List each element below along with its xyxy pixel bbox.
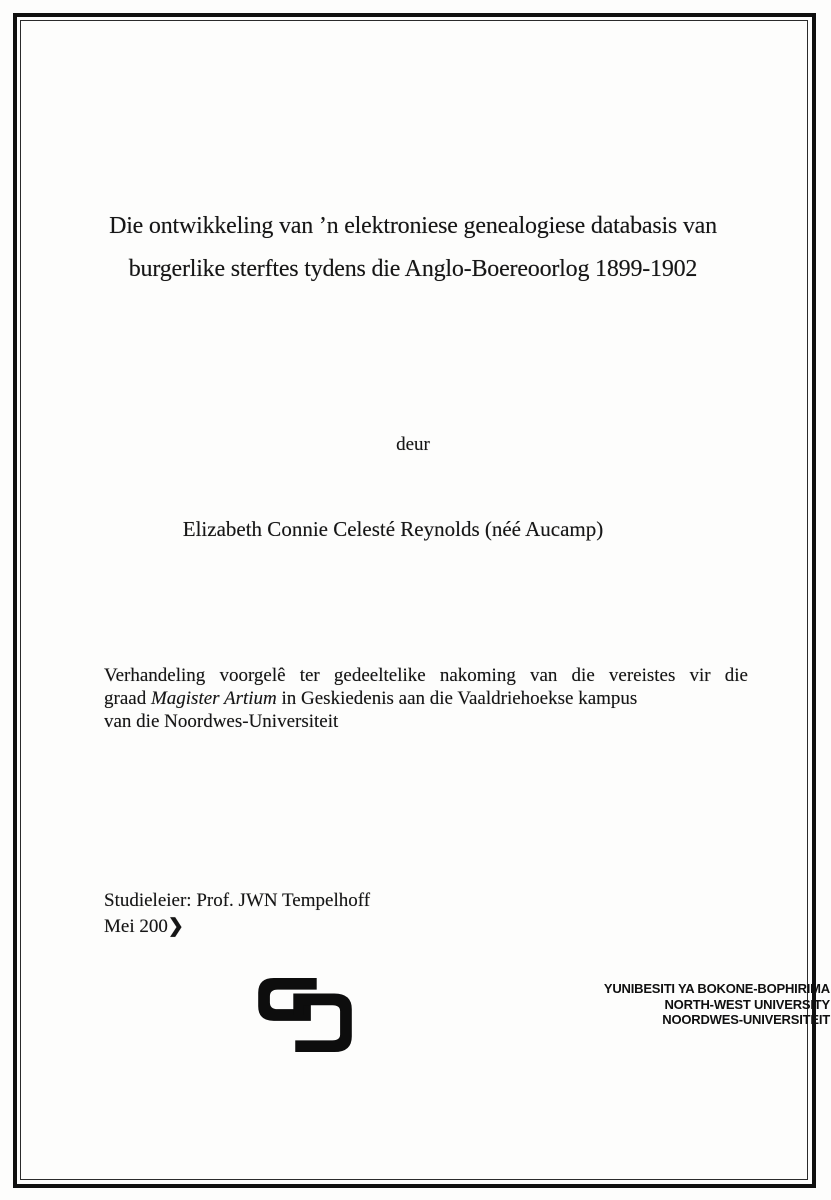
degree-statement-line-2	[104, 687, 748, 710]
degree-statement	[104, 664, 748, 733]
nwu-logo-line-setswana: YUNIBESITI YA BOKONE-BOPHIRIMA	[603, 981, 830, 996]
degree-statement-line-2-suffix: in Geskiedenis aan die Vaaldriehoekse kampus	[276, 688, 638, 709]
nwu-logo-line-afrikaans: NOORDWES-UNIVERSITEIT	[662, 1012, 830, 1027]
degree-title-italic: Magister Artium	[150, 688, 277, 709]
thesis-title-line-2: burgerlike sterftes tydens die Anglo-Boereoorlog 1899-1902	[128, 256, 698, 282]
date-last-digit-glyph: ❯	[167, 916, 183, 937]
date-text: Mei 200	[104, 916, 168, 937]
author-name: Elizabeth Connie Celesté Reynolds (néé Aucamp)	[182, 517, 604, 541]
nwu-logo-wordmark	[302, 981, 830, 1028]
thesis-title	[90, 205, 736, 291]
degree-statement-line-1: Verhandeling voorgelê ter gedeeltelike nakoming van die vereistes vir die	[104, 665, 748, 686]
degree-statement-line-3: van die Noordwes-Universiteit	[104, 711, 339, 732]
degree-statement-line-2-prefix: graad	[104, 688, 151, 709]
byline: deur	[396, 434, 430, 455]
nwu-logo	[256, 974, 830, 1056]
supervisor-line: Studieleier: Prof. JWN Tempelhoff	[104, 890, 371, 911]
nwu-logo-line-english: NORTH-WEST UNIVERSITY	[664, 996, 830, 1012]
date-line	[104, 914, 604, 940]
supervisor-block	[104, 888, 604, 940]
thesis-title-line-1: Die ontwikkeling van ’n elektroniese genealogiese databasis van	[109, 213, 717, 239]
